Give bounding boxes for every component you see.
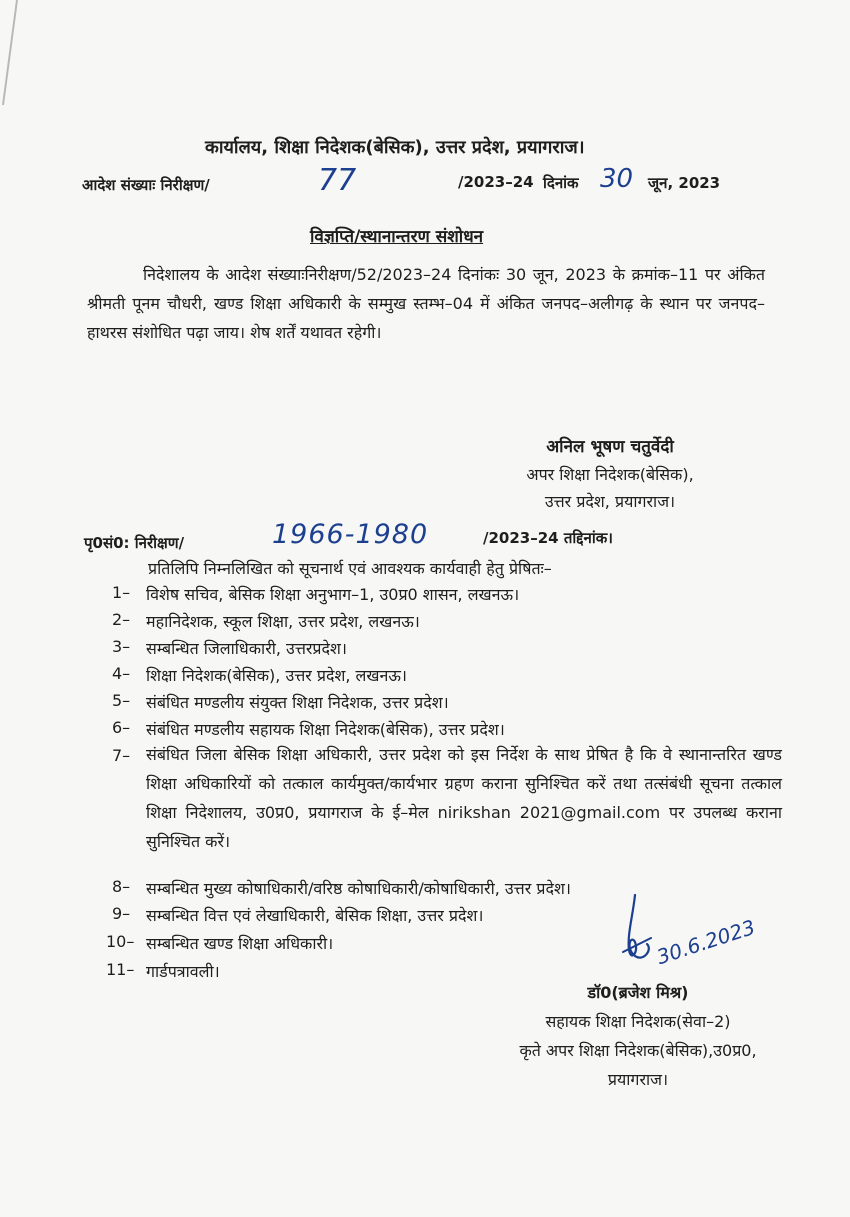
list-item-number: 8–	[112, 877, 131, 896]
list-item	[112, 718, 130, 737]
list-item-number: 10–	[106, 932, 135, 951]
order-date-day-handwritten: 30	[600, 164, 634, 194]
list-item-number: 4–	[112, 664, 131, 683]
list-item-text: संबंधित मण्डलीय संयुक्त शिक्षा निदेशक, उत्तर प्रदेश।	[146, 693, 449, 712]
signatory-2-place: प्रयागराज।	[607, 1070, 669, 1089]
signatory-block-1	[500, 434, 720, 515]
signatory-block-2	[468, 978, 808, 1094]
order-number-label: आदेश संख्याः निरीक्षण/	[82, 176, 210, 194]
subject-heading: विज्ञप्ति/स्थानान्तरण संशोधन	[310, 227, 484, 247]
signatory-1-designation: अपर शिक्षा निदेशक(बेसिक),	[526, 465, 694, 484]
endorsement-year: /2023–24 तद्दिनांक।	[483, 529, 613, 547]
list-item-text-multiline: संबंधित जिला बेसिक शिक्षा अधिकारी, उत्तर प्रदेश को इस निर्देश के साथ प्रेषित है कि वे स्थानान्तरित खण्ड शिक्षा अधिकारियों को तत्काल कार्यमुक्त/कार्यभार ग्रहण कराना सुनिश्चित करें तथा तत्संबंधी सूचना तत्काल शिक्षा निदेशालय, उ0प्र0, प्रयागराज के ई–मेल nirikshan 2021@gmail.com पर उपलब्ध कराना सुनिश्चित करें।	[146, 745, 782, 851]
list-item-text: महानिदेशक, स्कूल शिक्षा, उत्तर प्रदेश, लखनऊ।	[146, 612, 420, 631]
notice-body	[87, 260, 765, 347]
list-item-number: 7–	[112, 746, 131, 765]
page-edge-mark	[0, 0, 20, 110]
endorsement-intro: प्रतिलिपि निम्नलिखित को सूचनार्थ एवं आवश्यक कार्यवाही हेतु प्रेषितः–	[148, 559, 552, 578]
list-item-number: 11–	[106, 960, 135, 979]
list-item-number: 1–	[112, 583, 131, 602]
signatory-2-for: कृते अपर शिक्षा निदेशक(बेसिक),उ0प्र0,	[519, 1041, 757, 1060]
list-item-number: 3–	[112, 637, 131, 656]
list-item-number: 2–	[112, 610, 131, 629]
list-item-text: शिक्षा निदेशक(बेसिक), उत्तर प्रदेश, लखनऊ।	[146, 666, 408, 685]
list-item-text: सम्बन्धित खण्ड शिक्षा अधिकारी।	[146, 934, 334, 953]
order-date-label: दिनांक	[543, 174, 579, 192]
signature-date-handwritten: 30.6.2023	[653, 914, 759, 970]
list-item	[106, 960, 134, 979]
list-item-text: सम्बन्धित जिलाधिकारी, उत्तरप्रदेश।	[146, 639, 347, 658]
endorsement-label: पृ0सं0: निरीक्षण/	[84, 534, 185, 552]
endorsement-number-handwritten: 1966-1980	[272, 519, 429, 550]
signatory-1-name: अनिल भूषण चतुर्वेदी	[546, 437, 674, 457]
list-item-text: विशेष सचिव, बेसिक शिक्षा अनुभाग–1, उ0प्र0 शासन, लखनऊ।	[146, 585, 520, 604]
list-item	[112, 746, 130, 765]
order-number-handwritten: 77	[318, 163, 357, 198]
list-item-number: 5–	[112, 691, 131, 710]
signatory-2-designation: सहायक शिक्षा निदेशक(सेवा–2)	[545, 1012, 731, 1031]
list-item-text: संबंधित मण्डलीय सहायक शिक्षा निदेशक(बेसिक), उत्तर प्रदेश।	[146, 720, 505, 739]
list-item-text: गार्डपत्रावली।	[146, 962, 220, 981]
list-item	[112, 637, 130, 656]
list-item-text: सम्बन्धित वित्त एवं लेखाधिकारी, बेसिक शिक्षा, उत्तर प्रदेश।	[146, 906, 484, 925]
list-item	[106, 932, 134, 951]
list-item	[112, 610, 130, 629]
list-item	[112, 877, 130, 896]
list-item-number: 9–	[112, 904, 131, 923]
list-item	[112, 583, 130, 602]
order-year: /2023–24	[458, 173, 534, 191]
signatory-2-name: डॉ0(ब्रजेश मिश्र)	[587, 983, 689, 1002]
office-title: कार्यालय, शिक्षा निदेशक(बेसिक), उत्तर प्रदेश, प्रयागराज।	[205, 137, 585, 158]
order-date-month-year: जून, 2023	[648, 174, 721, 192]
notice-body-text: निदेशालय के आदेश संख्याःनिरीक्षण/52/2023–24 दिनांकः 30 जून, 2023 के क्रमांक–11 पर अंकित श्रीमती पूनम चौधरी, खण्ड शिक्षा अधिकारी के सम्मुख स्तम्भ–04 में अंकित जनपद–अलीगढ़ के स्थान पर जनपद–हाथरस संशोधित पढ़ा जाय। शेष शर्तें यथावत रहेगी।	[87, 265, 765, 342]
list-item-number: 6–	[112, 718, 131, 737]
list-item	[112, 904, 130, 923]
list-item-text: सम्बन्धित मुख्य कोषाधिकारी/वरिष्ठ कोषाधिकारी/कोषाधिकारी, उत्तर प्रदेश।	[146, 879, 571, 898]
list-item	[112, 691, 130, 710]
signatory-1-place: उत्तर प्रदेश, प्रयागराज।	[544, 492, 676, 511]
list-item	[112, 664, 130, 683]
